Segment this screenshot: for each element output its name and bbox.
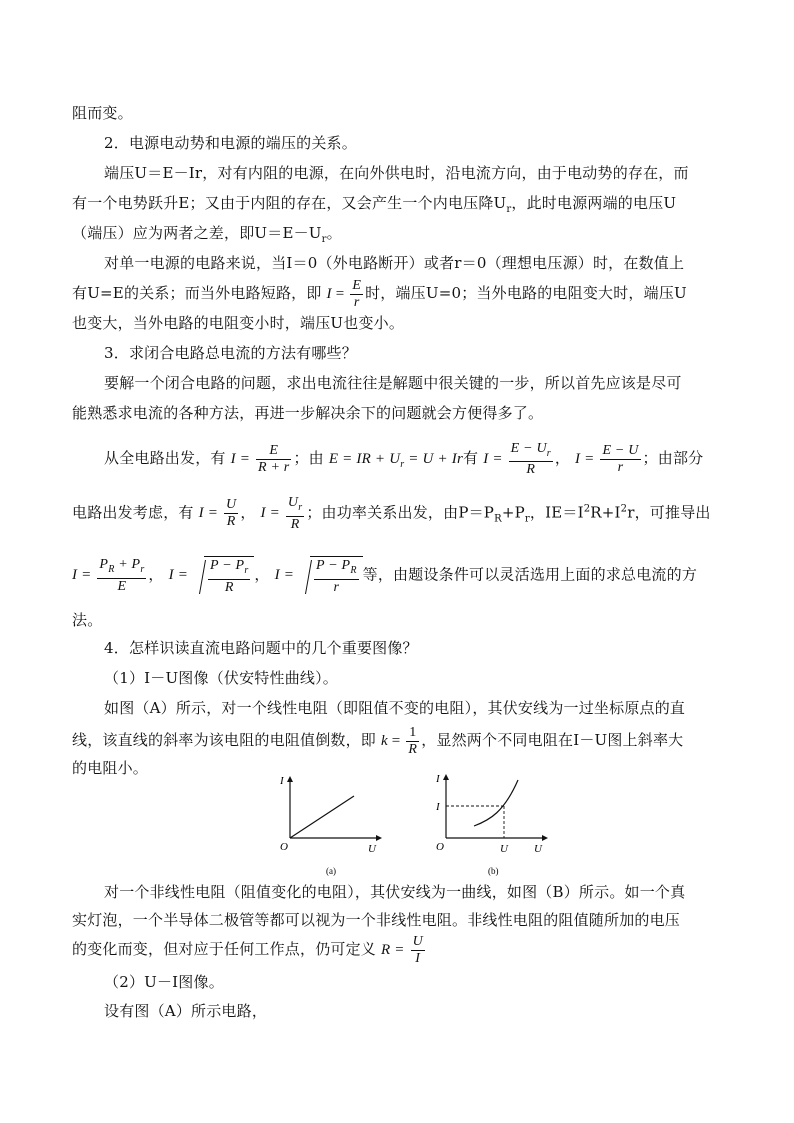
text-line: 也变大，当外电路的电阻变小时，端压U也变小。 [72,314,405,332]
subsection-heading-2: （2）U－I图像。 [104,973,224,991]
working-point-current-label: I [436,801,440,813]
x-axis-arrow [542,835,548,841]
nonlinear-iv-curve [474,780,518,826]
text-line: 要解一个闭合电路的问题，求出电流往往是解题中很关键的一步，所以首先应该是尽可 [104,374,682,392]
text-line: 对单一电源的电路来说，当I＝0（外电路断开）或者r＝0（理想电压源）时，在数值上 [104,254,685,272]
x-axis-label: U [534,843,542,855]
text-line: 法。 [72,611,103,629]
origin-label: O [436,841,444,853]
formula-short-circuit: I = $\frac{E}{r}$ [326,278,362,310]
text-line: 对一个非线性电阻（阻值变化的电阻），其伏安线为一曲线，如图（B）所示。如一个真 [104,883,686,901]
formula-line-full-circuit: 从全电路出发，有 I = $\frac{E}{R + r}$ ；由 E = IR + $U_r = U + Ir$有 I = $\frac{E - U_r}{R}$ ， I = $\frac{E - U}{r}$ ；由部分 [104,440,704,478]
text-line: 端压U＝E－Ir，对有内阻的电源，在向外供电时，沿电流方向，由于电动势的存在，而 [104,164,689,182]
section-heading-4: 4．怎样识读直流电路问题中的几个重要图像？ [104,639,418,657]
x-axis-label: U [368,843,376,855]
x-axis-arrow [376,835,382,841]
text-line: 阻而变。 [72,104,133,122]
text-line: （端压）应为两者之差，即$U=E-U_r$。 [72,224,342,245]
text-line: 实灯泡，一个半导体二极管等都可以视为一个非线性电阻。非线性电阻的阻值随所加的电压 [72,911,681,929]
origin-label: O [280,841,288,853]
y-axis-label: I [436,773,440,785]
section-heading-2: 2．电源电动势和电源的端压的关系。 [104,134,357,152]
y-axis-arrow [443,774,449,780]
text-line: 线，该直线的斜率为该电阻的电阻值倒数，即 k = $\frac{1}{R}$ ，显然两个不同电阻在I－U图上斜率大 [72,725,684,757]
text-line: 有U=E的关系；而当外电路短路，即 I = $\frac{E}{r}$ 时，端压U=0；当外电路的电阻变大时，端压U [72,278,687,310]
formula-line-power: I = $\frac{P_R + P_r}{E}$ ， I = $\frac{P - P_r}{R}$ ， I = $\frac{P - P_R}{r}$ 等，由题设条件可以灵活选用上面的求总电流的方 [72,557,698,595]
figure-caption: (a) [326,866,336,876]
text-line: 的变化而变，但对应于任何工作点，仍可定义 R = $\frac{U}{I}$ [72,934,423,966]
text-line: 能熟悉求电流的各种方法，再进一步解决余下的问题就会方便得多了。 [72,404,544,422]
figure-a-linear-iv [272,770,382,880]
linear-iv-line [290,796,354,838]
formula-line-partial-circuit: 电路出发考虑，有 I = $\frac{U}{R}$ ， I = $\frac{U_r}{R}$ ；由功率关系出发，由$P=P_R+P_r$，$IE=I^2R+I^2r$，可推导出 [72,495,711,532]
text-line: 有一个电势跃升E；又由于内阻的存在，又会产生一个内电压降$U_r$，此时电源两端的电压U [72,194,677,215]
text-line: 的电阻小。 [72,759,149,777]
text-line: 如图（A）所示，对一个线性电阻（即阻值不变的电阻），其伏安线为一过坐标原点的直 [104,699,686,717]
y-axis-label: I [280,775,284,787]
section-heading-3: 3．求闭合电路总电流的方法有哪些？ [104,344,357,362]
text-line: 设有图（A）所示电路， [104,1002,268,1020]
subsection-heading-1: （1）I－U图像（伏安特性曲线）。 [104,669,339,687]
figure-caption: (b) [488,866,499,876]
working-point-voltage-label: U [500,843,508,855]
figure-b-nonlinear-iv [432,770,550,880]
y-axis-arrow [287,776,293,782]
